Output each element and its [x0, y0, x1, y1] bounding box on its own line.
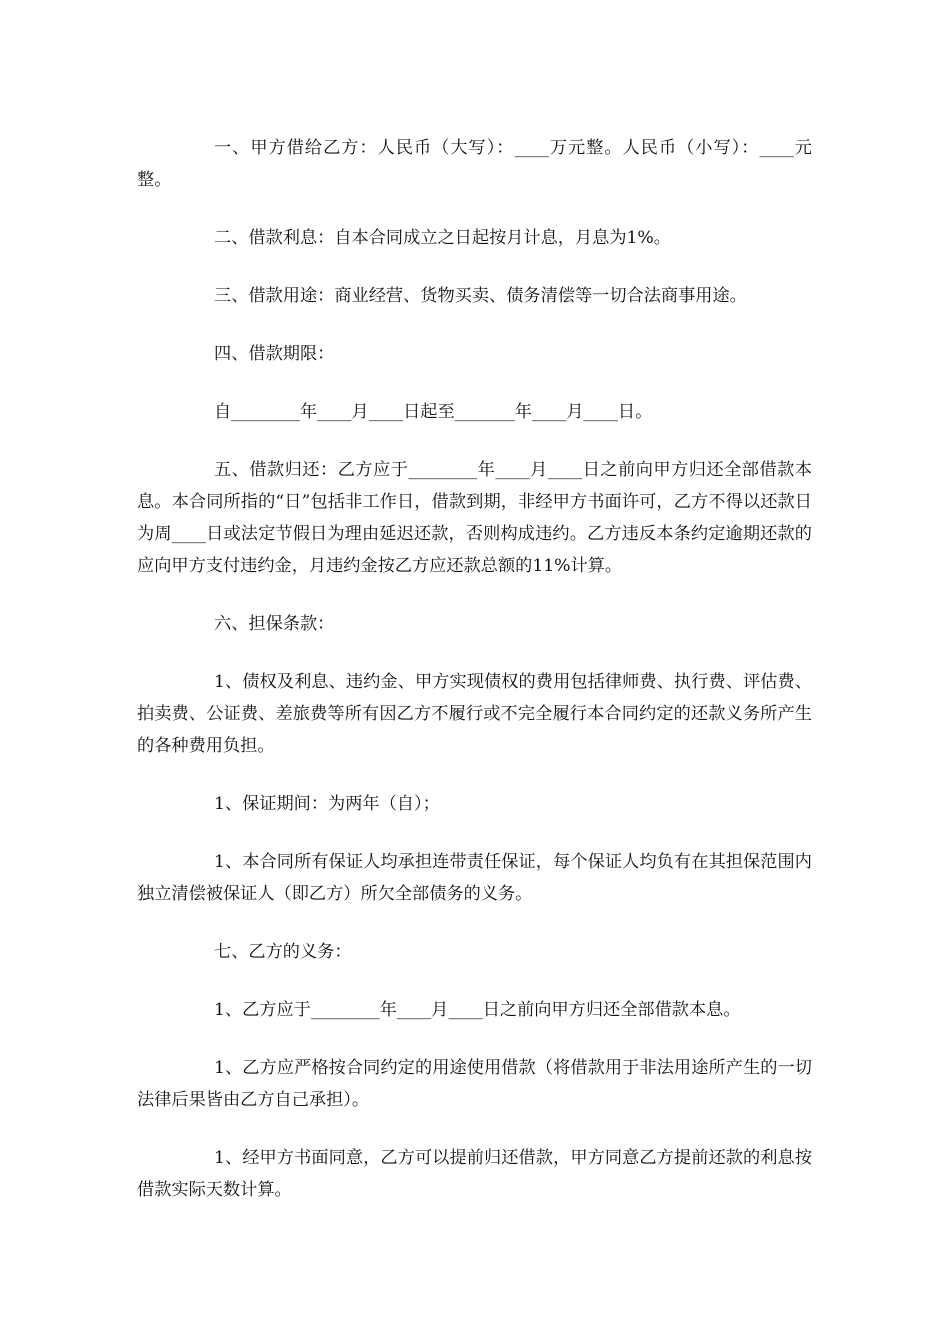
clause-7-obligations-heading: 七、乙方的义务： [214, 942, 352, 962]
document-page [137, 132, 812, 1232]
clause-6-item-period: 1、保证期间：为两年（自）； [214, 794, 440, 814]
clause-7-item-repay-date: 1、乙方应于________年____月____日之前向甲方归还全部借款本息。 [214, 1000, 741, 1020]
clause-5-repayment: 五、借款归还：乙方应于________年____月____日之前向甲方归还全部借款本息。本合同所指的“日”包括非工作日，借款到期，非经甲方书面许可，乙方不得以还款日为周____日或法定节假日为理由延迟还款，否则构成违约。乙方违反本条约定逾期还款的应向甲方支付违约金，月违约金按乙方应还款总额的11%计算。 [137, 460, 812, 576]
clause-7-item-early-repayment: 1、经甲方书面同意，乙方可以提前归还借款，甲方同意乙方提前还款的利息按借款实际天数计算。 [137, 1148, 812, 1200]
clause-6-item-joint-liability: 1、本合同所有保证人均承担连带责任保证，每个保证人均负有在其担保范围内独立清偿被保证人（即乙方）所欠全部债务的义务。 [137, 852, 812, 904]
clause-4-term-heading: 四、借款期限： [214, 344, 335, 364]
clause-4-term-dates: 自________年____月____日起至_______年____月____日。 [214, 402, 653, 422]
clause-6-item-scope: 1、债权及利息、违约金、甲方实现债权的费用包括律师费、执行费、评估费、拍卖费、公证费、差旅费等所有因乙方不履行或不完全履行本合同约定的还款义务所产生的各种费用负担。 [137, 672, 812, 756]
clause-6-guarantee-heading: 六、担保条款： [214, 614, 335, 634]
clause-1-loan-amount: 一、甲方借给乙方：人民币（大写）：____万元整。人民币（小写）：____元整。 [137, 138, 812, 190]
clause-2-interest: 二、借款利息：自本合同成立之日起按月计息，月息为1%。 [214, 228, 671, 248]
clause-7-item-use-of-funds: 1、乙方应严格按合同约定的用途使用借款（将借款用于非法用途所产生的一切法律后果皆由乙方自己承担）。 [137, 1058, 812, 1110]
clause-3-purpose: 三、借款用途：商业经营、货物买卖、债务清偿等一切合法商事用途。 [214, 286, 747, 306]
